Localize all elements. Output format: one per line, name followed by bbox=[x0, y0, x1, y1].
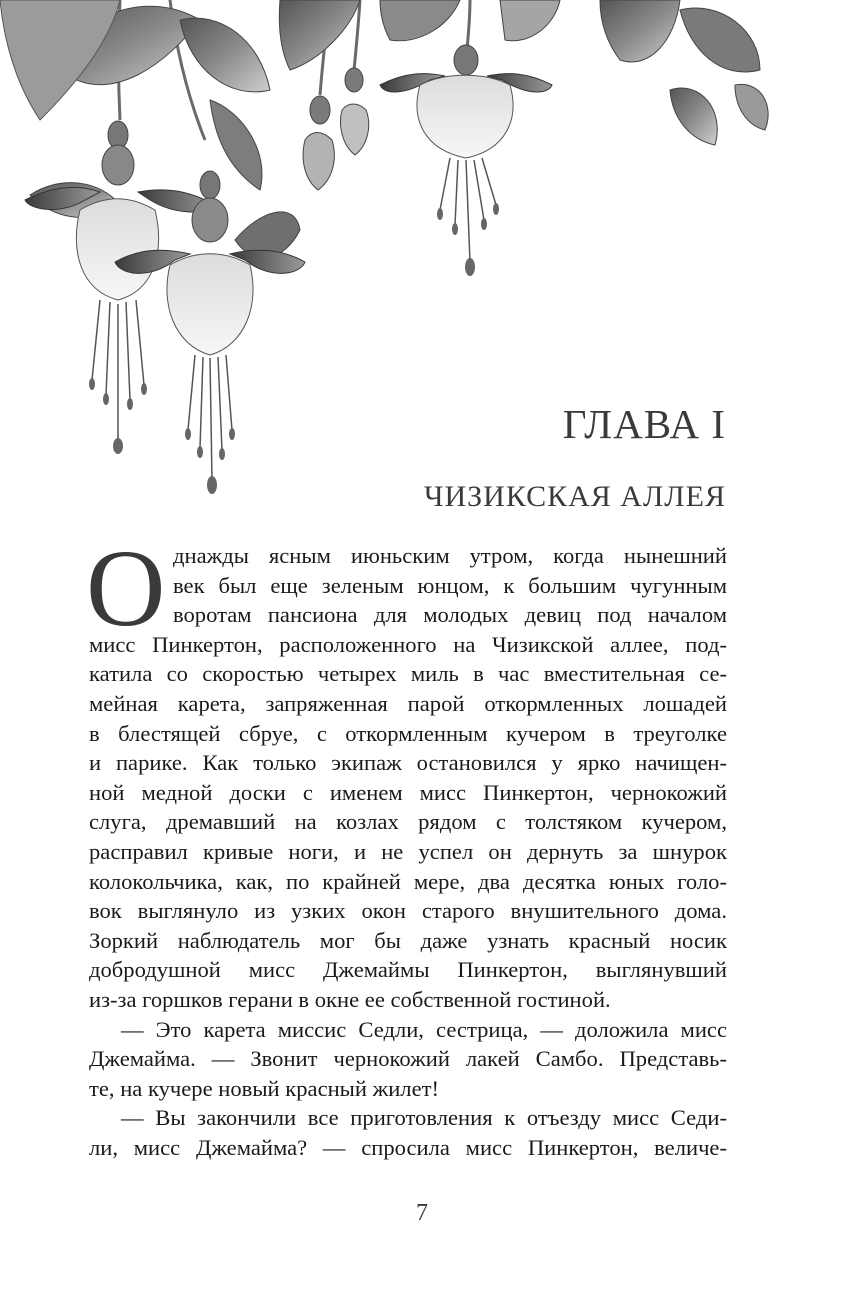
text-line: ли, мисс Джемайма? — спросила мисс Пинкертон, величе- bbox=[89, 1134, 727, 1160]
text-line: расправил кривые ноги, и не успел он дернуть за шнурок bbox=[89, 838, 727, 864]
text-line: те, на кучере новый красный жилет! bbox=[89, 1075, 440, 1101]
leaf-cluster-middle bbox=[279, 0, 560, 70]
text-line: век был еще зеленым юнцом, к большим чугунным bbox=[173, 572, 727, 598]
text-line: из-за горшков герани в окне ее собственной гостиной. bbox=[89, 986, 611, 1012]
drop-cap: О bbox=[86, 527, 166, 649]
text-line: в блестящей сбруе, с откормленным кучером в треуголке bbox=[89, 720, 727, 746]
text-line: ной медной доски с именем мисс Пинкертон, чернокожий bbox=[89, 779, 727, 805]
text-line: мисс Пинкертон, расположенного на Чизикской аллее, под- bbox=[89, 631, 727, 657]
chapter-title: ЧИЗИКСКАЯ АЛЛЕЯ bbox=[423, 480, 726, 513]
text-line: мейная карета, запряженная парой откормленных лошадей bbox=[89, 690, 727, 716]
text-line: и парике. Как только экипаж остановился у ярко начищен- bbox=[89, 750, 727, 776]
text-line: добродушной мисс Джемаймы Пинкертон, выглянувший bbox=[89, 957, 727, 983]
text-line: Джемайма. — Звонит чернокожий лакей Самбо. Представь- bbox=[89, 1046, 727, 1072]
page-number: 7 bbox=[416, 1200, 428, 1226]
text-line: слуга, дремавший на козлах рядом с толстяком кучером, bbox=[89, 809, 727, 835]
text-line: колокольчика, как, по крайней мере, два десятка юных голо- bbox=[89, 868, 727, 894]
fuchsia-buds bbox=[303, 68, 369, 190]
text-line: Зоркий наблюдатель мог бы даже узнать красный носик bbox=[89, 927, 727, 953]
text-line: катила со скоростью четырех миль в час вместительная се- bbox=[89, 661, 727, 687]
text-line: — Вы закончили все приготовления к отъезду мисс Седи- bbox=[121, 1105, 727, 1131]
text-line: воротам пансиона для молодых девиц под началом bbox=[173, 602, 727, 628]
paragraph-1 bbox=[89, 541, 727, 1162]
text-line: днажды ясным июньским утром, когда нынешний bbox=[173, 543, 727, 568]
text-line: — Это карета миссис Седли, сестрица, — доложила мисс bbox=[121, 1016, 727, 1042]
text-line: вок выглянуло из узких окон старого внушительного дома. bbox=[89, 898, 727, 924]
leaf-cluster-right bbox=[600, 0, 768, 145]
chapter-number: ГЛАВА I bbox=[562, 401, 726, 447]
fuchsia-flower-3 bbox=[380, 45, 552, 276]
